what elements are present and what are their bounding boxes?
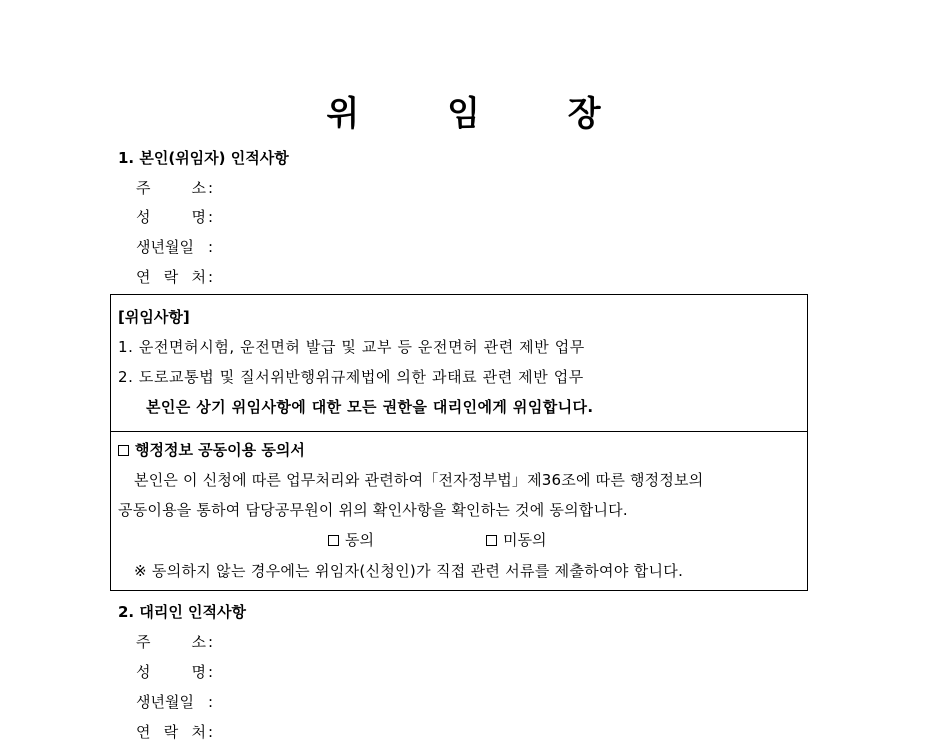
field-colon: :: [208, 208, 214, 226]
field-label: 성 명: [136, 663, 206, 681]
section2-heading: 2. 대리인 인적사항: [118, 603, 247, 621]
delegation-item: 1. 운전면허시험, 운전면허 발급 및 교부 등 운전면허 관련 제반 업무: [118, 338, 585, 356]
consent-body-line2: 공동이용을 통하여 담당공무원이 위의 확인사항을 확인하는 것에 동의합니다.: [118, 501, 628, 519]
section1-name-field: [136, 206, 213, 228]
field-label: 연 락 처: [136, 723, 206, 741]
delegation-heading: [위임사항]: [118, 308, 190, 326]
checkbox-icon[interactable]: [328, 535, 339, 546]
section1-birthdate-field: [136, 236, 213, 258]
consent-disagree-option[interactable]: [486, 529, 546, 551]
consent-note: ※ 동의하지 않는 경우에는 위임자(신청인)가 직접 관련 서류를 제출하여야 합니다.: [134, 562, 684, 580]
agree-label: 동의: [345, 531, 374, 549]
field-label: 성 명: [136, 208, 206, 226]
field-label: 주 소: [136, 179, 206, 197]
disagree-label: 미동의: [503, 531, 547, 549]
consent-heading: [118, 439, 305, 461]
document-title: 위 임 장: [326, 94, 639, 134]
field-colon: :: [208, 723, 214, 741]
consent-agree-option[interactable]: [328, 529, 374, 551]
section1-address-field: [136, 177, 213, 199]
field-colon: :: [208, 179, 214, 197]
section2-address-field: [136, 631, 213, 653]
field-colon: :: [208, 693, 214, 711]
field-label: 주 소: [136, 633, 206, 651]
section2-birthdate-field: [136, 691, 213, 713]
delegation-item: 2. 도로교통법 및 질서위반행위규제법에 의한 과태료 관련 제반 업무: [118, 368, 584, 386]
checkbox-icon[interactable]: [486, 535, 497, 546]
field-label: 연 락 처: [136, 268, 206, 286]
section1-heading: 1. 본인(위임자) 인적사항: [118, 149, 289, 167]
field-label: 생년월일: [136, 238, 194, 256]
section2-name-field: [136, 661, 213, 683]
section1-contact-field: [136, 266, 213, 288]
field-colon: :: [208, 633, 214, 651]
section2-contact-field: [136, 721, 213, 743]
field-colon: :: [208, 268, 214, 286]
field-label: 생년월일: [136, 693, 194, 711]
field-colon: :: [208, 238, 214, 256]
consent-body-line1: 본인은 이 신청에 따른 업무처리와 관련하여「전자정부법」제36조에 따른 행정정보의: [134, 471, 704, 489]
consent-heading-text: 행정정보 공동이용 동의서: [135, 441, 305, 459]
delegation-statement: 본인은 상기 위임사항에 대한 모든 권한을 대리인에게 위임합니다.: [146, 398, 594, 416]
checkbox-icon[interactable]: [118, 445, 129, 456]
field-colon: :: [208, 663, 214, 681]
